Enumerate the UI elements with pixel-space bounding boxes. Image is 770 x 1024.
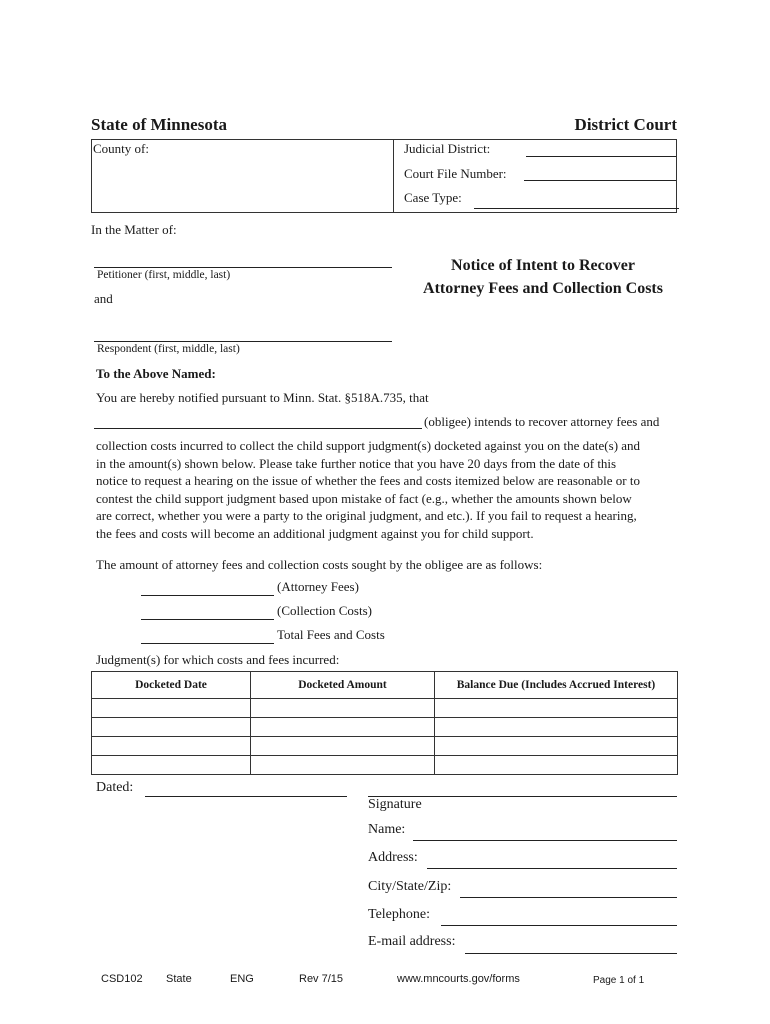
footer-language: ENG xyxy=(230,973,254,985)
telephone-field[interactable] xyxy=(441,925,677,926)
header-balance-due: Balance Due (Includes Accrued Interest) xyxy=(435,672,678,699)
caption-box xyxy=(91,139,677,213)
dated-label: Dated: xyxy=(96,780,134,795)
petitioner-label: Petitioner (first, middle, last) xyxy=(97,269,231,281)
dated-field[interactable] xyxy=(145,796,347,797)
document-title xyxy=(410,254,676,300)
paragraph-line: are correct, whether you were a party to the original judgment, and etc.). If you fail to request a hearing, xyxy=(96,508,637,523)
paragraph-line: notice to request a hearing on the issue of whether the fees and costs itemized below are reasonable or to xyxy=(96,473,640,488)
collection-costs-field[interactable] xyxy=(141,619,274,620)
footer-revision: Rev 7/15 xyxy=(299,973,344,985)
case-type-label: Case Type: xyxy=(404,190,462,205)
balance-due-cell[interactable] xyxy=(435,718,678,737)
name-field[interactable] xyxy=(413,840,677,841)
footer-page-number: Page 1 of 1 xyxy=(593,975,645,986)
to-above-named: To the Above Named: xyxy=(96,366,216,381)
signature-label: Signature xyxy=(368,797,422,812)
amount-intro: The amount of attorney fees and collection costs sought by the obligee are as follows: xyxy=(96,557,543,572)
state-heading: State of Minnesota xyxy=(91,115,227,134)
address-field[interactable] xyxy=(427,868,677,869)
notice-paragraph xyxy=(96,437,680,542)
title-line-2: Attorney Fees and Collection Costs xyxy=(423,280,663,297)
footer-url[interactable]: www.mncourts.gov/forms xyxy=(397,973,520,985)
docketed-date-cell[interactable] xyxy=(92,756,251,775)
obligee-text: (obligee) intends to recover attorney fees and xyxy=(424,414,660,429)
court-file-label: Court File Number: xyxy=(404,166,507,181)
title-line-1: Notice of Intent to Recover xyxy=(451,257,635,274)
respondent-label: Respondent (first, middle, last) xyxy=(97,343,240,355)
table-row xyxy=(92,737,678,756)
judgments-label: Judgment(s) for which costs and fees incurred: xyxy=(96,652,340,667)
and-label: and xyxy=(94,291,113,306)
petitioner-field[interactable] xyxy=(94,267,392,268)
city-state-zip-field[interactable] xyxy=(460,897,677,898)
notified-text: You are hereby notified pursuant to Minn. Stat. §518A.735, that xyxy=(96,390,429,405)
header-docketed-date: Docketed Date xyxy=(92,672,251,699)
city-state-zip-label: City/State/Zip: xyxy=(368,879,452,894)
docketed-date-cell[interactable] xyxy=(92,699,251,718)
table-row xyxy=(92,699,678,718)
judicial-district-field[interactable] xyxy=(526,156,676,157)
telephone-label: Telephone: xyxy=(368,907,430,922)
county-label: County of: xyxy=(93,141,149,156)
paragraph-line: contest the child support judgment based upon mistake of fact (e.g., whether the amounts shown below xyxy=(96,490,632,506)
table-row xyxy=(92,756,678,775)
paragraph-line: in the amount(s) shown below. Please take further notice that you have 20 days from the date of this xyxy=(96,455,617,471)
balance-due-cell[interactable] xyxy=(435,737,678,756)
address-label: Address: xyxy=(368,850,418,865)
in-the-matter-label: In the Matter of: xyxy=(91,222,177,237)
docketed-date-cell[interactable] xyxy=(92,737,251,756)
total-fees-field[interactable] xyxy=(141,643,274,644)
name-label: Name: xyxy=(368,822,406,837)
caption-divider xyxy=(393,139,394,213)
paragraph-line: the fees and costs will become an additional judgment against you for child support. xyxy=(96,525,534,541)
collection-costs-label: (Collection Costs) xyxy=(277,603,372,618)
respondent-field[interactable] xyxy=(94,341,392,342)
docketed-date-cell[interactable] xyxy=(92,718,251,737)
case-type-field[interactable] xyxy=(474,208,679,209)
attorney-fees-field[interactable] xyxy=(141,595,274,596)
attorney-fees-label: (Attorney Fees) xyxy=(277,579,359,594)
obligee-field[interactable] xyxy=(94,428,422,429)
header-docketed-amount: Docketed Amount xyxy=(251,672,435,699)
docketed-amount-cell[interactable] xyxy=(251,737,435,756)
paragraph-line: collection costs incurred to collect the child support judgment(s) docketed against you on the date(s) and xyxy=(96,438,641,453)
court-file-field[interactable] xyxy=(524,180,676,181)
table-header-row xyxy=(92,672,678,699)
table-row xyxy=(92,718,678,737)
docketed-amount-cell[interactable] xyxy=(251,718,435,737)
balance-due-cell[interactable] xyxy=(435,699,678,718)
judgment-table xyxy=(91,671,678,775)
court-heading: District Court xyxy=(574,115,677,134)
total-fees-label: Total Fees and Costs xyxy=(277,627,385,642)
docketed-amount-cell[interactable] xyxy=(251,699,435,718)
email-field[interactable] xyxy=(465,953,677,954)
judicial-district-label: Judicial District: xyxy=(404,141,491,156)
email-label: E-mail address: xyxy=(368,934,456,949)
footer-form-id: CSD102 xyxy=(101,973,143,985)
footer-state: State xyxy=(166,973,192,985)
balance-due-cell[interactable] xyxy=(435,756,678,775)
docketed-amount-cell[interactable] xyxy=(251,756,435,775)
